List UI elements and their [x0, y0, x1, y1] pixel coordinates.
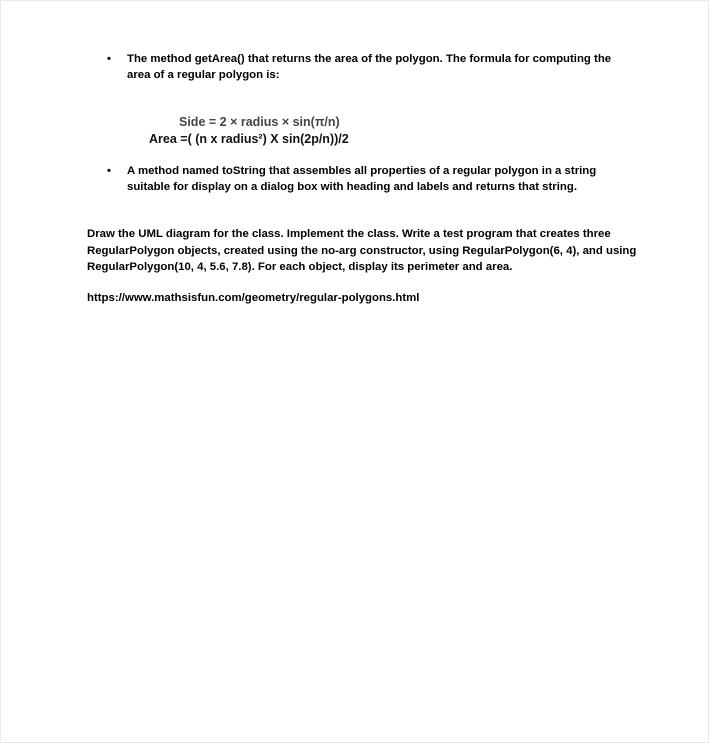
bullet-item-get-area [107, 51, 632, 83]
area-formula: Area =( (n x radius²) X sin(2p/n))/2 [149, 132, 349, 146]
bullet-icon: • [107, 53, 111, 65]
reference-link[interactable]: https://www.mathsisfun.com/geometry/regular-polygons.html [87, 292, 420, 304]
bullet-icon: • [107, 165, 111, 177]
instructions-paragraph: Draw the UML diagram for the class. Implement the class. Write a test program that creates three RegularPolygon objects, created using the no-arg constructor, using RegularPolygon(6, 4), and using RegularPolygon(10, 4, 5.6, 7.8). For each object, display its perimeter and area. [87, 228, 637, 273]
bullet-item-to-string [107, 163, 632, 195]
bullet-text-to-string: A method named toString that assembles all properties of a regular polygon in a string suitable for display on a dialog box with heading and labels and returns that string. [127, 165, 597, 193]
bullet-text-get-area: The method getArea() that returns the area of the polygon. The formula for computing the area of a regular polygon is: [127, 53, 612, 81]
side-formula: Side = 2 × radius × sin(π/n) [179, 115, 340, 129]
